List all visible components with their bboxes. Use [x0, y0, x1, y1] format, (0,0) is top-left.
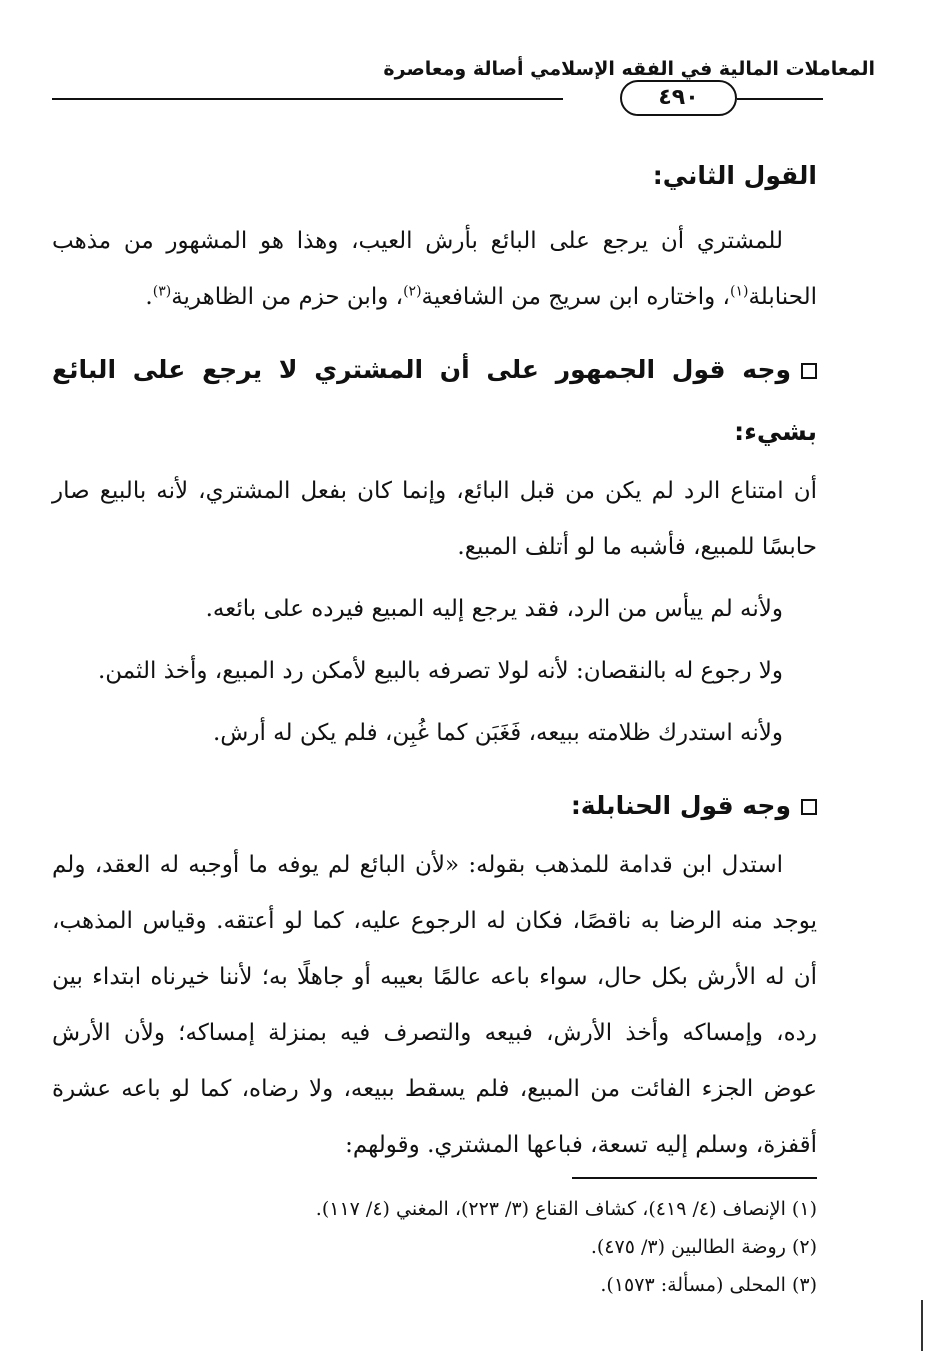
header-rule-right: [737, 98, 823, 100]
hanabila-heading: [52, 775, 817, 837]
hanabila-heading-text: وجه قول الحنابلة:: [570, 791, 791, 820]
main-text: [52, 145, 817, 1173]
footnote-2: (٢) روضة الطالبين (٣/ ٤٧٥).: [590, 1236, 817, 1258]
hanabila-paragraph-1: استدل ابن قدامة للمذهب بقوله: «لأن البائع لم يوفه ما أوجبه له العقد، ولم يوجد منه الرضا به ناقصًا، فكان له الرجوع عليه، كما لو أعتقه. وقياس المذهب، أن له الأرش بكل حال، سواء باعه عالمًا بعيبه أو جاهلًا به؛ لأننا خيرناه ابتداء بين رده، وإمساكه وأخذ الأرش، فبيعه والتصرف فيه بمنزلة إمساكه؛ ولأن الأرش عوض الجزء الفائت من المبيع، فلم يسقط ببيعه، ولا رضاه، كما لو باعه عشرة أقفزة، وسلم إليه تسعة، فباعها المشتري. وقولهم:: [52, 852, 817, 1158]
majority-paragraph-2: ولأنه لم ييأس من الرد، فقد يرجع إليه المبيع فيرده على بائعه.: [205, 596, 783, 622]
page-number-badge: ٤٩٠: [620, 80, 737, 116]
majority-heading-text: وجه قول الجمهور على أن المشتري لا يرجع على البائع بشيء:: [52, 355, 817, 446]
spacer: [52, 761, 817, 775]
second-opinion-text-2: ، واختاره ابن سريج من الشافعية: [421, 284, 730, 310]
checkbox-square-icon: [801, 799, 817, 815]
majority-paragraph-1: أن امتناع الرد لم يكن من قبل البائع، وإنما كان بفعل المشتري، لأنه بالبيع صار حابسًا للمبيع، فأشبه ما لو أتلف المبيع.: [52, 478, 817, 560]
second-opinion-paragraph: [52, 213, 817, 325]
majority-paragraph-4: ولأنه استدرك ظلامته ببيعه، فَغَبَن كما غُبِن، فلم يكن له أرش.: [212, 720, 783, 746]
footnote-ref-1: (١): [729, 283, 749, 300]
running-header: [52, 58, 875, 88]
majority-paragraph-3: ولا رجوع له بالنقصان: لأنه لولا تصرفه بالبيع لأمكن رد المبيع، وأخذ الثمن.: [97, 658, 783, 684]
second-opinion-heading: القول الثاني:: [652, 161, 817, 190]
footnote-separator: [572, 1177, 817, 1179]
page-edge-mark: [921, 1300, 923, 1351]
footnote-3: (٣) المحلى (مسألة: ١٥٧٣).: [600, 1274, 817, 1296]
book-title: المعاملات المالية في الفقه الإسلامي أصالة ومعاصرة: [383, 58, 875, 80]
second-opinion-text-1: للمشتري أن يرجع على البائع بأرش العيب، وهذا هو المشهور من مذهب الحنابلة: [52, 228, 817, 310]
checkbox-square-icon: [801, 363, 817, 379]
footnote-ref-3: (٣): [152, 283, 172, 300]
header-rule-left: [52, 98, 563, 100]
second-opinion-text-3: ، وابن حزم من الظاهرية: [171, 284, 404, 310]
second-opinion-text-4: .: [145, 284, 153, 310]
majority-heading: [52, 339, 817, 463]
footnote-1: (١) الإنصاف (٤/ ٤١٩)، كشاف القناع (٣/ ٢٢٣)، المغني (٤/ ١١٧).: [315, 1198, 817, 1220]
footnotes: [52, 1190, 817, 1304]
footnote-ref-2: (٢): [403, 283, 422, 300]
spacer: [52, 325, 817, 339]
